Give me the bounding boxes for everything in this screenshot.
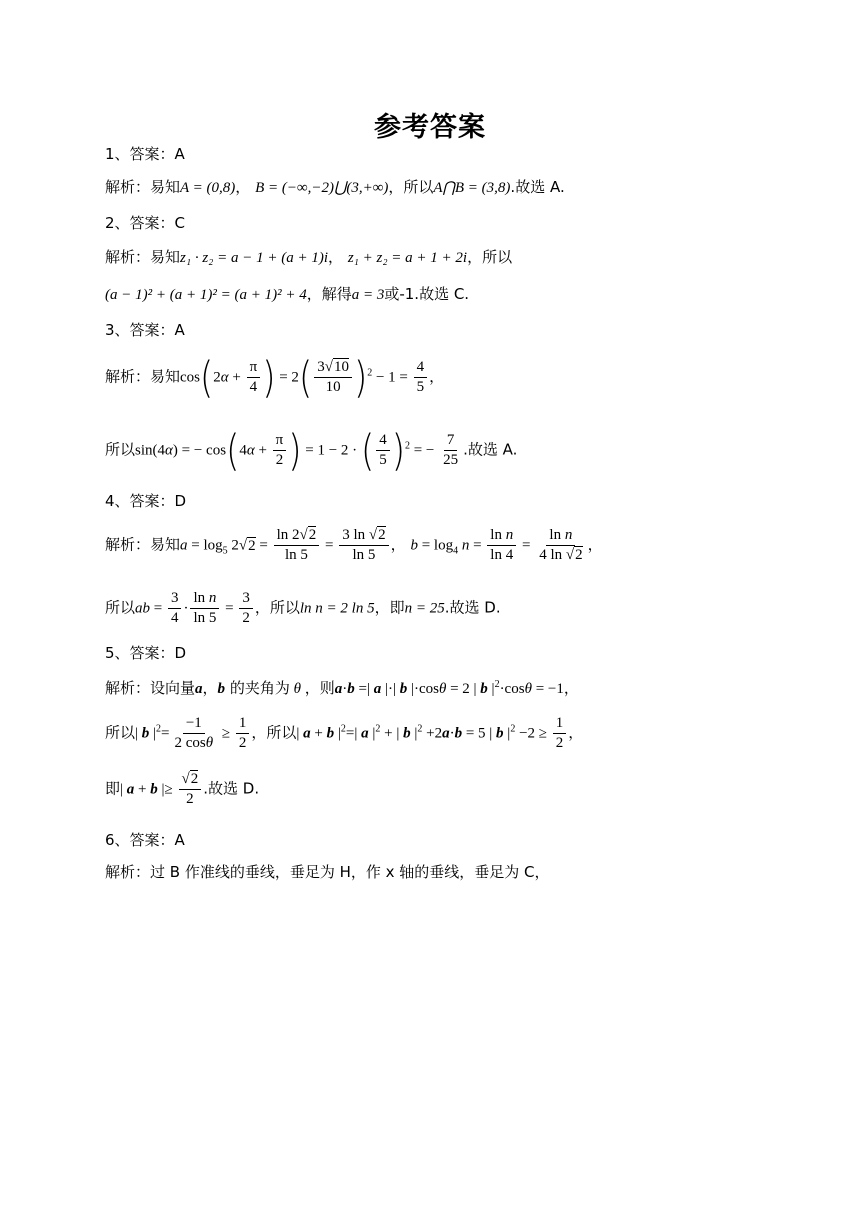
- q5-step2: 所以| b $|^2=$ $\frac{-1}{2 \cos\theta}$ ≥ $\frac{1}{2}$ ，所以| a + b $|^2=|$ a $|^2$ + | b $|^2 +2a\cdot b = 5$ | b $|^2 -2$ ≥ $\frac{1}{2}$ ，: [105, 715, 584, 751]
- q3-answer: 3、答案：A: [105, 321, 185, 339]
- q4-answer: 4、答案：D: [105, 492, 187, 510]
- q5-analysis: 解析：设向量a，b 的夹角为 θ ，则a·b =| a |·| b |·cosθ = 2 | b $|^2\cdot\cos\theta = -1$，: [105, 679, 579, 697]
- q3-result: 所以sin(4α) = − cos(4α + $\frac{\pi}{2}$ ) = 1 − 2 · ( $\frac{4}{5}$ )$^2$ = − $\frac{7}{25}$ .故选 A.: [105, 425, 518, 476]
- q4-result: 所以ab = $\frac{3}{4}$ · $\frac{\text{ln n}}{\ln 5}$ = $\frac{3}{2}$ ，所以ln n = 2 ln 5，即n = 25.故选 D.: [105, 590, 501, 626]
- q1-intersection: A⋂B = (3,8): [433, 180, 511, 196]
- q2-sum: z₁ + z₂ = a + 1 + 2i: [347, 250, 468, 266]
- q1-answer: 1、答案：A: [105, 145, 185, 163]
- q6-answer: 6、答案：A: [105, 831, 185, 849]
- q2-answer: 2、答案：C: [105, 214, 186, 232]
- q2-analysis: 解析：易知z₁ · z₂ = a − 1 + (a + 1)i， z₁ + z₂ = a + 1 + 2i，所以: [105, 248, 513, 266]
- q1-set-b: B = (−∞,−2)⋃(3,+∞): [255, 180, 389, 196]
- q5-result: 即| a + b |≥ $\frac{√2}{2}$ .故选 D.: [105, 771, 260, 807]
- q1-set-a: A = (0,8): [180, 180, 236, 196]
- page-title: 参考答案: [374, 112, 486, 143]
- q2-equation-line: (a − 1)² + (a + 1)² = (a + 1)² + 4，解得a = 3或-1.故选 C.: [105, 285, 470, 303]
- q6-analysis: 解析：过 B 作准线的垂线，垂足为 H，作 x 轴的垂线，垂足为 C，: [105, 863, 550, 881]
- q2-product: z₁ · z₂ = a − 1 + (a + 1)i: [180, 250, 329, 266]
- q2-equation: (a − 1)² + (a + 1)² = (a + 1)² + 4: [105, 287, 307, 303]
- q5-answer: 5、答案：D: [105, 644, 187, 662]
- q2-solution: a = 3: [351, 287, 385, 303]
- q4-analysis: 解析：易知$a = \log_5 2√2$ = $\frac{\ln 2√2}{\ln 5}$ = $\frac{3 \ln √2}{\ln 5}$ ， $b = \log_4 n$ = $\frac{\text{ln n}}{\ln 4}$ = $\frac{\text{ln n}}{4 \ln √2}$ ，: [105, 527, 603, 563]
- q1-analysis: 解析：易知A = (0,8)， B = (−∞,−2)⋃(3,+∞)，所以A⋂B = (3,8).故选 A.: [105, 178, 565, 196]
- q3-analysis: 解析：易知cos(2α + $\frac{\pi}{4}$ ) = 2( $\frac{3√10}{10}$ )$^2$ − 1 = $\frac{4}{5}$ ，: [105, 352, 445, 403]
